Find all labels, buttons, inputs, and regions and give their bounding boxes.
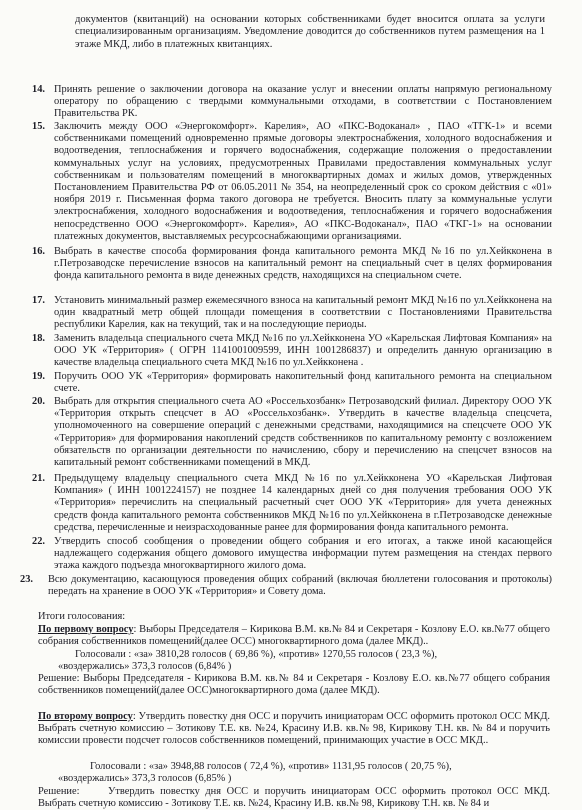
question-1-votes-line1: Голосовали : «за» 3810,28 голосов ( 69,86 %), «против» 1270,55 голосов ( 23,3 %), bbox=[75, 649, 438, 660]
item-number: 20. bbox=[32, 396, 45, 407]
question-1-decision: Решение: Выборы Председателя - Кирикова В.М. кв.№ 84 и Секретаря - Козлову Е.О. кв.№77 общего собрания собственников помещений(далее ОСС)многоквартирного дома (далее МКД). bbox=[38, 673, 550, 697]
item-text: Установить минимальный размер ежемесячного взноса на капитальный ремонт МКД №16 по ул.Хейкконена на один квадратный метр общей площади помещения в соответствии с Постановлениями Правительства республики Карелия, как на текущий, так и на последующие периоды. bbox=[54, 295, 552, 331]
item-text: Принять решение о заключении договора на оказание услуг и внесении оплаты напрямую региональному оператору по обращению с твердыми коммунальными отходами, в соответствии с Постановлением Правительства РК. bbox=[54, 84, 552, 120]
item-number: 19. bbox=[32, 371, 45, 382]
question-2-label: По второму вопросу bbox=[38, 711, 133, 722]
item-number: 16. bbox=[32, 246, 45, 257]
item-text: Утвердить способ сообщения о проведении общего собрания и его итогах, а также иной касающейся надлежащего содержания общего домового имущества информации путем размещения на стендах первого этажа каждого подъезда многоквартирного жилого дома. bbox=[54, 536, 552, 572]
item-text: Поручить ООО УК «Территория» формировать накопительный фонд капитального ремонта на специальном счете. bbox=[54, 371, 552, 395]
item-number: 17. bbox=[32, 295, 45, 306]
item-text: Всю документацию, касающуюся проведения общих собраний (включая бюллетени голосования и протоколы) передать на хранение в ООО УК «Территория» и Совету дома. bbox=[48, 574, 552, 598]
item-number: 22. bbox=[32, 536, 45, 547]
question-2-votes-line1: Голосовали : «за» 3948,88 голосов ( 72,4 %), «против» 1131,95 голосов ( 20,75 %), bbox=[90, 761, 452, 772]
question-2-body: : Утвердить повестку дня ОСС и поручить инициаторам ОСС оформить протокол ОСС МКД. Выбрать счетную комиссию – Зотикову Т.Е. кв. №24, Красину И.В. кв.№ 98, Кирикову Т.Н. кв. № 84 и поручить комиссии провести подсчет голосов собственников помещений, принимающих участие в ОСС МКД.. bbox=[38, 711, 551, 747]
item-number: 18. bbox=[32, 333, 45, 344]
item-text: Выбрать в качестве способа формирования фонда капитального ремонта МКД №16 по ул.Хейкконена в г.Петрозаводске перечисление взносов на капитальный ремонт на специальный счет в целях формирования фонда капитального ремонта в виде денежных средств, находящихся на специальном счете. bbox=[54, 246, 552, 282]
item-number: 21. bbox=[32, 473, 45, 484]
item-text: Выбрать для открытия специального счета АО «Россельхозбанк» Петрозаводский филиал. Директору ООО УК «Территория открыть спецсчет в АО «Россельхозбанк». Утвердить в качестве владельца спецсчета, уполномоченного на совершение операций с денежными средствами, находящимися на спецсчете ООО УК «Территория» для формирования накоплений средств собственников по капитальному ремонту с возложением обязательств по организации деятельности по начислению, сбору и перечислению на спецсчет взносов на капитальный ремонт собственниками помещений в МКД. bbox=[54, 396, 552, 469]
question-2-decision-label: Решение: bbox=[38, 786, 80, 797]
question-1-label: По первому вопросу bbox=[38, 624, 134, 635]
item-text: Заменить владельца специального счета МКД №16 по ул.Хейкконена УО «Карельская Лифтовая Компания» на ООО УК «Территория» ( ОГРН 1141001009599, ИНН 1001286837) и определить данную организацию в качестве владельца специального счета МКД №16 по ул.Хейкконена . bbox=[54, 333, 552, 369]
question-2-decision-text: Утвердить повестку дня ОСС и поручить инициаторам ОСС оформить протокол ОСС МКД. Выбрать счетную комиссию - Зотикову Т.Е. кв. №24, Красину И.В. кв.№ 98, Кирикову Т.Н. кв. № 84 и bbox=[38, 786, 550, 810]
question-2-text bbox=[38, 711, 550, 748]
item-number: 14. bbox=[32, 84, 45, 95]
item-text: Заключить между ООО «Энергокомфорт». Карелия», АО «ПКС-Водоканал» , ПАО «ТГК-1» и всеми собственниками помещений одновременно прямые договоры электроснабжения, холодного водоснабжения и водоотведения, теплоснабжения и горячего водоснабжения, содержащие положения о предоставлении коммунальных услуг на условиях, предусмотренных Правилами предоставления коммунальных услуг собственникам и пользователям помещений в многоквартирных домах и жилых домов, утвержденных Постановлением Правительства РФ от 06.05.2011 № 354, на неопределенный срок со сроком действия с «01» ноября 2019 г. Письменная форма такого договора не требуется. Вносить плату за коммунальные услуги электроснабжения, холодного водоснабжения и водоотведения, теплоснабжения и горячего водоснабжения непосредственно ООО «Энергокомфорт». Карелия», АО «ПКС-Водоканал», ПАО «ТКГ-1» на основании платежных документов, выставляемых ресурсоснабжающими организациями. bbox=[54, 121, 552, 242]
item-number: 15. bbox=[32, 121, 45, 132]
question-2-votes-line2: «воздержались» 373,3 голосов (6,85% ) bbox=[58, 773, 232, 784]
results-heading: Итоги голосования: bbox=[38, 611, 126, 622]
item-number: 23. bbox=[20, 574, 33, 585]
question-2-decision bbox=[38, 786, 550, 810]
question-1-text bbox=[38, 624, 550, 648]
item-text: Предыдущему владельцу специального счета МКД №16 по ул.Хейкконена УО «Карельская Лифтовая Компания» ( ИНН 1001224157) не позднее 14 календарных дней со дня получения требования ООО УК «Территория» перечислить на специальный расчетный счет ООО УК «Территория» для учета денежных средств фонда капитального ремонта собственников МКД №16 по ул.Хейкконена в г.Петрозаводске денежные средства, перечисленные и неизрасходованные ранее для формирования фонда капитального ремонта. bbox=[54, 473, 552, 533]
continuation-paragraph: документов (квитанций) на основании которых собственниками будет вносится оплата за услуги специализированным организациям. Уведомление доводится до собственников путем размещения на 1 этаже МКД, либо в платежных квитанциях. bbox=[75, 14, 545, 50]
question-1-body: : Выборы Председателя – Кирикова В.М. кв.№ 84 и Секретаря - Козлову Е.О. кв.№77 общего собрания собственников помещений(далее ОСС) многоквартирного дома (далее МКД).. bbox=[38, 624, 551, 648]
question-1-votes-line2: «воздержались» 373,3 голосов (6,84% ) bbox=[58, 661, 232, 672]
